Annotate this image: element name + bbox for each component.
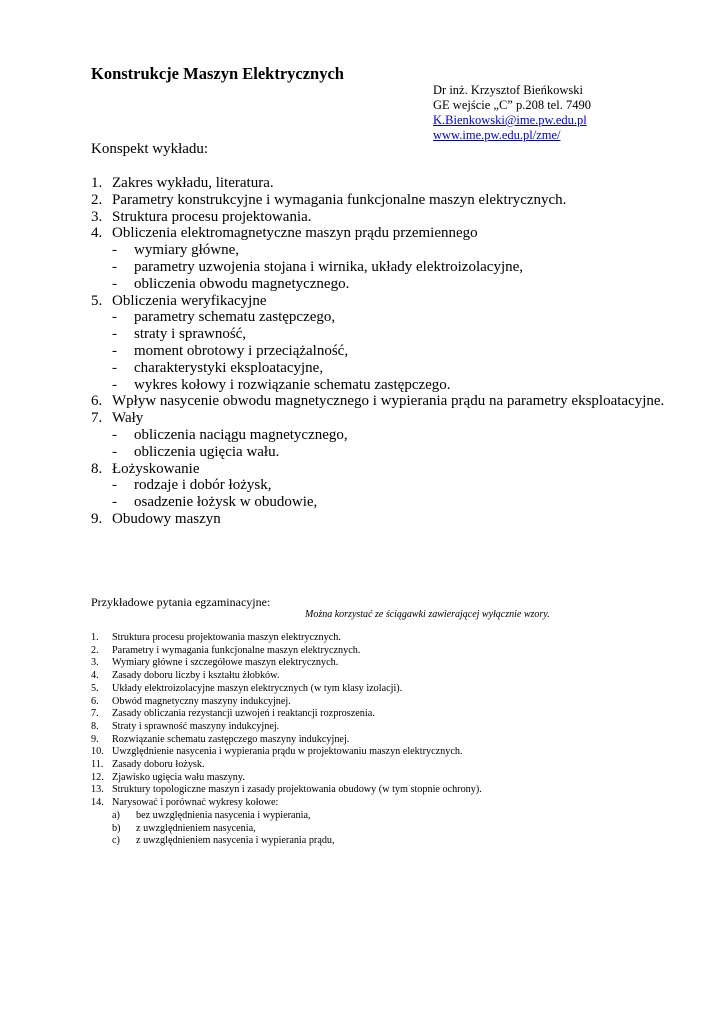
question-text: Narysować i porównać wykresy kołowe: xyxy=(112,797,279,809)
author-office: GE wejście „C” p.208 tel. 7490 xyxy=(433,98,591,112)
question-number: 8. xyxy=(91,720,99,732)
dash-bullet: - xyxy=(112,342,117,359)
outline-subitem xyxy=(112,477,691,494)
outline-subitem xyxy=(112,259,691,276)
question-item xyxy=(91,784,691,797)
outline-subitem-text: osadzenie łożysk w obudowie, xyxy=(134,494,318,511)
outline-subitem xyxy=(112,427,691,444)
outline-item-number: 6. xyxy=(91,393,103,410)
dash-bullet: - xyxy=(112,309,117,326)
outline-subitem-text: wymiary główne, xyxy=(134,242,239,259)
question-subitem xyxy=(112,835,691,848)
outline-sublist xyxy=(112,427,691,461)
outline-subitem xyxy=(112,444,691,461)
outline-subitem xyxy=(112,309,691,326)
outline-subitem-text: rodzaje i dobór łożysk, xyxy=(134,477,272,494)
question-number: 1. xyxy=(91,632,99,643)
outline-list xyxy=(91,175,691,528)
outline-item-text: Obliczenia elektromagnetyczne maszyn prądu przemiennego xyxy=(112,225,478,242)
author-website-link[interactable]: www.ime.pw.edu.pl/zme/ xyxy=(433,128,561,142)
question-subitem-letter: a) xyxy=(112,809,120,821)
outline-item-number: 1. xyxy=(91,175,103,191)
question-number: 3. xyxy=(91,657,99,669)
question-text: Struktura procesu projektowania maszyn elektrycznych. xyxy=(112,632,341,643)
question-text: Rozwiązanie schematu zastępczego maszyny indukcyjnej. xyxy=(112,733,350,745)
outline-subitem-text: obliczenia obwodu magnetycznego. xyxy=(134,275,350,292)
question-text: Wymiary główne i szczegółowe maszyn elektrycznych. xyxy=(112,657,339,669)
document-title: Konstrukcje Maszyn Elektrycznych xyxy=(91,64,344,83)
question-item xyxy=(91,632,691,645)
question-subitem-letter: b) xyxy=(112,822,121,834)
outline-item-number: 3. xyxy=(91,208,103,225)
outline-item xyxy=(91,175,691,192)
question-item xyxy=(91,759,691,772)
dash-bullet: - xyxy=(112,443,117,460)
dash-bullet: - xyxy=(112,326,117,343)
question-text: Zasady obliczania rezystancji uzwojeń i reaktancji rozproszenia. xyxy=(112,708,375,720)
outline-item xyxy=(91,511,691,528)
questions-note: Można korzystać ze ściągawki zawierającej wyłącznie wzory. xyxy=(305,609,550,620)
question-text: Układy elektroizolacyjne maszyn elektrycznych (w tym klasy izolacji). xyxy=(112,682,403,694)
question-number: 14. xyxy=(91,797,104,809)
outline-item-text: Obudowy maszyn xyxy=(112,510,221,527)
question-sublist xyxy=(112,810,691,848)
outline-subitem xyxy=(112,343,691,360)
dash-bullet: - xyxy=(112,242,117,259)
outline-item-number: 5. xyxy=(91,292,103,309)
dash-bullet: - xyxy=(112,258,117,275)
outline-subitem-text: charakterystyki eksploatacyjne, xyxy=(134,359,324,376)
outline-item-text: Wpływ nasycenie obwodu magnetycznego i wypierania prądu na parametry eksploatacyjne. xyxy=(112,393,665,410)
question-item xyxy=(91,670,691,683)
dash-bullet: - xyxy=(112,477,117,494)
outline-item xyxy=(91,293,691,394)
outline-subitem xyxy=(112,360,691,377)
question-item xyxy=(91,696,691,709)
outline-subitem xyxy=(112,494,691,511)
question-text: Struktury topologiczne maszyn i zasady projektowania obudowy (w tym stopnie ochrony). xyxy=(112,784,482,796)
question-subitem-text: z uwzględnieniem nasycenia, xyxy=(136,822,256,834)
outline-item xyxy=(91,410,691,460)
outline-subitem-text: obliczenia ugięcia wału. xyxy=(134,443,280,460)
question-number: 6. xyxy=(91,695,99,707)
outline-subitem-text: obliczenia naciągu magnetycznego, xyxy=(134,426,348,443)
outline-item xyxy=(91,192,691,209)
outline-subitem-text: moment obrotowy i przeciążalność, xyxy=(134,342,349,359)
question-text: Straty i sprawność maszyny indukcyjnej. xyxy=(112,720,280,732)
outline-sublist xyxy=(112,242,691,292)
outline-subitem xyxy=(112,242,691,259)
outline-item-text: Zakres wykładu, literatura. xyxy=(112,175,274,191)
outline-item xyxy=(91,393,691,410)
outline-item-number: 9. xyxy=(91,510,103,527)
question-subitem xyxy=(112,823,691,836)
outline-subitem-text: wykres kołowy i rozwiązanie schematu zastępczego. xyxy=(134,376,451,393)
question-number: 7. xyxy=(91,708,99,720)
question-number: 13. xyxy=(91,784,104,796)
questions-list xyxy=(91,632,691,848)
outline-item-number: 4. xyxy=(91,225,103,242)
outline-subitem-text: parametry schematu zastępczego, xyxy=(134,309,336,326)
outline-item-number: 2. xyxy=(91,191,103,208)
outline-subitem-text: parametry uzwojenia stojana i wirnika, układy elektroizolacyjne, xyxy=(134,258,524,275)
question-number: 2. xyxy=(91,644,99,656)
question-item xyxy=(91,645,691,658)
outline-sublist xyxy=(112,309,691,393)
question-number: 12. xyxy=(91,771,104,783)
question-number: 4. xyxy=(91,670,99,682)
question-number: 11. xyxy=(91,759,104,771)
author-email-link[interactable]: K.Bienkowski@ime.pw.edu.pl xyxy=(433,113,587,127)
outline-subitem-text: straty i sprawność, xyxy=(134,326,247,343)
outline-subitem xyxy=(112,276,691,293)
question-item xyxy=(91,772,691,785)
outline-subitem xyxy=(112,326,691,343)
outline-item-number: 7. xyxy=(91,410,103,427)
question-text: Obwód magnetyczny maszyny indukcyjnej. xyxy=(112,695,291,707)
question-text: Parametry i wymagania funkcjonalne maszyn elektrycznych. xyxy=(112,644,361,656)
question-subitem xyxy=(112,810,691,823)
outline-item-text: Parametry konstrukcyjne i wymagania funkcjonalne maszyn elektrycznych. xyxy=(112,191,567,208)
outline-item-text: Struktura procesu projektowania. xyxy=(112,208,312,225)
question-number: 5. xyxy=(91,682,99,694)
question-number: 10. xyxy=(91,746,104,758)
outline-item-number: 8. xyxy=(91,460,103,477)
author-name: Dr inż. Krzysztof Bieńkowski xyxy=(433,83,583,97)
question-text: Zjawisko ugięcia wału maszyny. xyxy=(112,771,245,783)
outline-heading: Konspekt wykładu: xyxy=(91,141,209,157)
question-item xyxy=(91,721,691,734)
dash-bullet: - xyxy=(112,426,117,443)
outline-item xyxy=(91,461,691,511)
question-item xyxy=(91,734,691,747)
outline-subitem xyxy=(112,377,691,394)
outline-sublist xyxy=(112,477,691,511)
dash-bullet: - xyxy=(112,275,117,292)
question-text: Uwzględnienie nasycenia i wypierania prądu w projektowaniu maszyn elektrycznych. xyxy=(112,746,463,758)
question-subitem-text: bez uwzględnienia nasycenia i wypierania, xyxy=(136,809,311,821)
outline-item xyxy=(91,225,691,292)
question-subitem-letter: c) xyxy=(112,835,120,847)
questions-heading: Przykładowe pytania egzaminacyjne: xyxy=(91,595,271,609)
outline-item xyxy=(91,209,691,226)
dash-bullet: - xyxy=(112,494,117,511)
dash-bullet: - xyxy=(112,359,117,376)
question-text: Zasady doboru łożysk. xyxy=(112,759,205,771)
question-item xyxy=(91,683,691,696)
outline-item-text: Obliczenia weryfikacyjne xyxy=(112,292,267,309)
question-subitem-text: z uwzględnieniem nasycenia i wypierania prądu, xyxy=(136,835,335,847)
question-item xyxy=(91,797,691,848)
outline-item-text: Łożyskowanie xyxy=(112,460,200,477)
author-block xyxy=(433,83,591,143)
dash-bullet: - xyxy=(112,376,117,393)
question-text: Zasady doboru liczby i kształtu żłobków. xyxy=(112,670,280,682)
question-number: 9. xyxy=(91,733,99,745)
question-item xyxy=(91,657,691,670)
question-item xyxy=(91,708,691,721)
question-item xyxy=(91,746,691,759)
outline-item-text: Wały xyxy=(112,410,144,427)
